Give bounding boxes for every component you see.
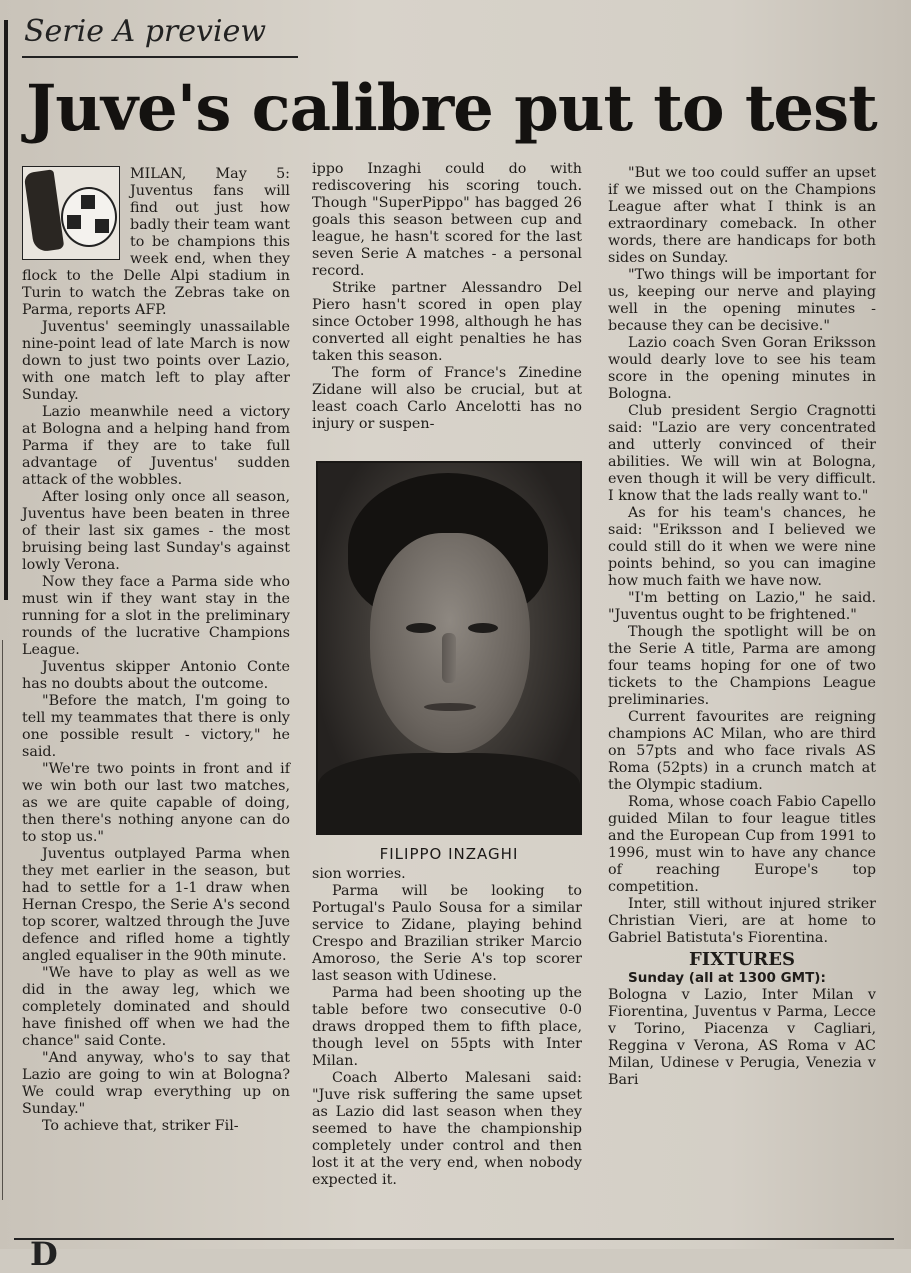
paragraph: "Two things will be important for us, keeping our nerve and playing well in the opening minutes - because they can be decisive." (608, 267, 876, 334)
next-article-fragment: D (30, 1235, 58, 1273)
paragraph: To achieve that, striker Fil- (42, 1118, 239, 1134)
fixtures-list: Bologna v Lazio, Inter Milan v Fiorentina, Juventus v Parma, Lecce v Torino, Piacenza v Cagliari, Reggina v Verona, AS Roma v AC Milan, Udinese v Perugia, Venezia v Bari (608, 987, 876, 1088)
column-rule (2, 640, 3, 1200)
paragraph: Juventus outplayed Parma when they met earlier in the season, but had to settle for a 1-1 draw when Hernan Crespo, the Serie A's second top scorer, waltzed through the Juve defence and rifled home a tightly angled equaliser in the 90th minute. (22, 846, 290, 964)
paragraph: Juventus skipper Antonio Conte has no doubts about the outcome. (22, 659, 290, 692)
paragraph: Inter, still without injured striker Christian Vieri, are at home to Gabriel Batistuta's Fiorentina. (608, 896, 876, 946)
paragraph: Lazio meanwhile need a victory at Bologna and a helping hand from Parma if they are to take full advantage of Juventus' sudden attack of the wobbles. (22, 404, 290, 488)
paragraph: "We have to play as well as we did in the away leg, which we completely dominated and should have finished off when we had the chance" said Conte. (22, 965, 290, 1049)
paragraph: The form of France's Zinedine Zidane will also be crucial, but at least coach Carlo Ancelotti has no injury or suspen- (312, 365, 582, 432)
paragraph: Parma will be looking to Portugal's Paulo Sousa for a similar service to Zidane, playing behind Crespo and Brazilian striker Marcio Amoroso, the Serie A's top scorer last season with Udinese. (312, 883, 582, 984)
paragraph: Strike partner Alessandro Del Piero hasn't scored in open play since October 1998, although he has converted all eight penalties he has taken this season. (312, 280, 582, 364)
headline: Juve's calibre put to test (26, 71, 877, 146)
article-column-1 (22, 166, 290, 1135)
paragraph: Coach Alberto Malesani said: "Juve risk suffering the same upset as Lazio did last season when they seemed to have the championship completely under control and then lost it at the very end, when nobody expected it. (312, 1070, 582, 1188)
article-column-2-continued (312, 866, 582, 1189)
paragraph: Current favourites are reigning champions AC Milan, who are third on 57pts and who face rivals AS Roma (52pts) in a crunch match at the Olympic stadium. (608, 709, 876, 793)
paragraph: ippo Inzaghi could do with rediscovering his scoring touch. Though "SuperPippo" has bagged 26 goals this season between cup and league, he hasn't scored for the last seven Serie A matches - a personal record. (312, 161, 582, 279)
column-rule (4, 20, 8, 600)
fixtures-subtitle: Sunday (all at 1300 GMT): (628, 970, 826, 986)
paragraph: "I'm betting on Lazio," he said. "Juventus ought to be frightened." (608, 590, 876, 623)
paragraph: Lazio coach Sven Goran Eriksson would dearly love to see his team score in the opening minutes in Bologna. (608, 335, 876, 402)
paragraph: MILAN, May 5: Juventus fans will find out just how badly their team want to be champions this week end, when they flock to the Delle Alpi stadium in Turin to watch the Zebras take on Parma, reports AFP. (22, 166, 290, 318)
photo-caption: FILIPPO INZAGHI (379, 845, 519, 863)
paragraph: Club president Sergio Cragnotti said: "Lazio are very concentrated and utterly convinced of their abilities. We will win at Bologna, even though it will be very difficult. I know that the lads really want to." (608, 403, 876, 504)
paragraph: Parma had been shooting up the table before two consecutive 0-0 draws dropped them to fifth place, though level on 55pts with Inter Milan. (312, 985, 582, 1069)
article-column-3 (608, 165, 876, 1089)
player-photo (316, 461, 582, 835)
paragraph: sion worries. (312, 866, 406, 882)
paragraph: "And anyway, who's to say that Lazio are going to win at Bologna? We could wrap everything up on Sunday." (22, 1050, 290, 1117)
paragraph: After losing only once all season, Juventus have been beaten in three of their last six games - the most bruising being last Sunday's against lowly Verona. (22, 489, 290, 573)
paragraph: Now they face a Parma side who must win if they want stay in the running for a slot in the preliminary rounds of the lucrative Champions League. (22, 574, 290, 658)
bottom-rule (14, 1238, 894, 1240)
paragraph: "Before the match, I'm going to tell my teammates that there is only one possible result - victory," he said. (22, 693, 290, 760)
paragraph: "We're two points in front and if we win both our last two matches, as we are quite capable of doing, then there's nothing anyone can do to stop us." (22, 761, 290, 845)
section-kicker: Serie A preview (24, 14, 267, 49)
kicker-underline (22, 56, 298, 58)
paragraph: Roma, whose coach Fabio Capello guided Milan to four league titles and the European Cup from 1991 to 1996, must win to have any chance of reaching Europe's top competition. (608, 794, 876, 895)
paragraph: "But we too could suffer an upset if we missed out on the Champions League after what I think is an extraordinary comeback. In other words, there are handicaps for both sides on Sunday. (608, 165, 876, 266)
paragraph: Though the spotlight will be on the Serie A title, Parma are among four teams hoping for one of two tickets to the Champions League preliminaries. (608, 624, 876, 708)
paragraph: Juventus' seemingly unassailable nine-point lead of late March is now down to just two points over Lazio, with one match left to play after Sunday. (22, 319, 290, 403)
paragraph: As for his team's chances, he said: "Eriksson and I believed we could still do it when we were nine points behind, so you can imagine how much faith we have now. (608, 505, 876, 589)
article-column-2 (312, 161, 582, 433)
fixtures-title: FIXTURES (689, 949, 795, 970)
football-boot-and-ball-icon (22, 166, 120, 260)
